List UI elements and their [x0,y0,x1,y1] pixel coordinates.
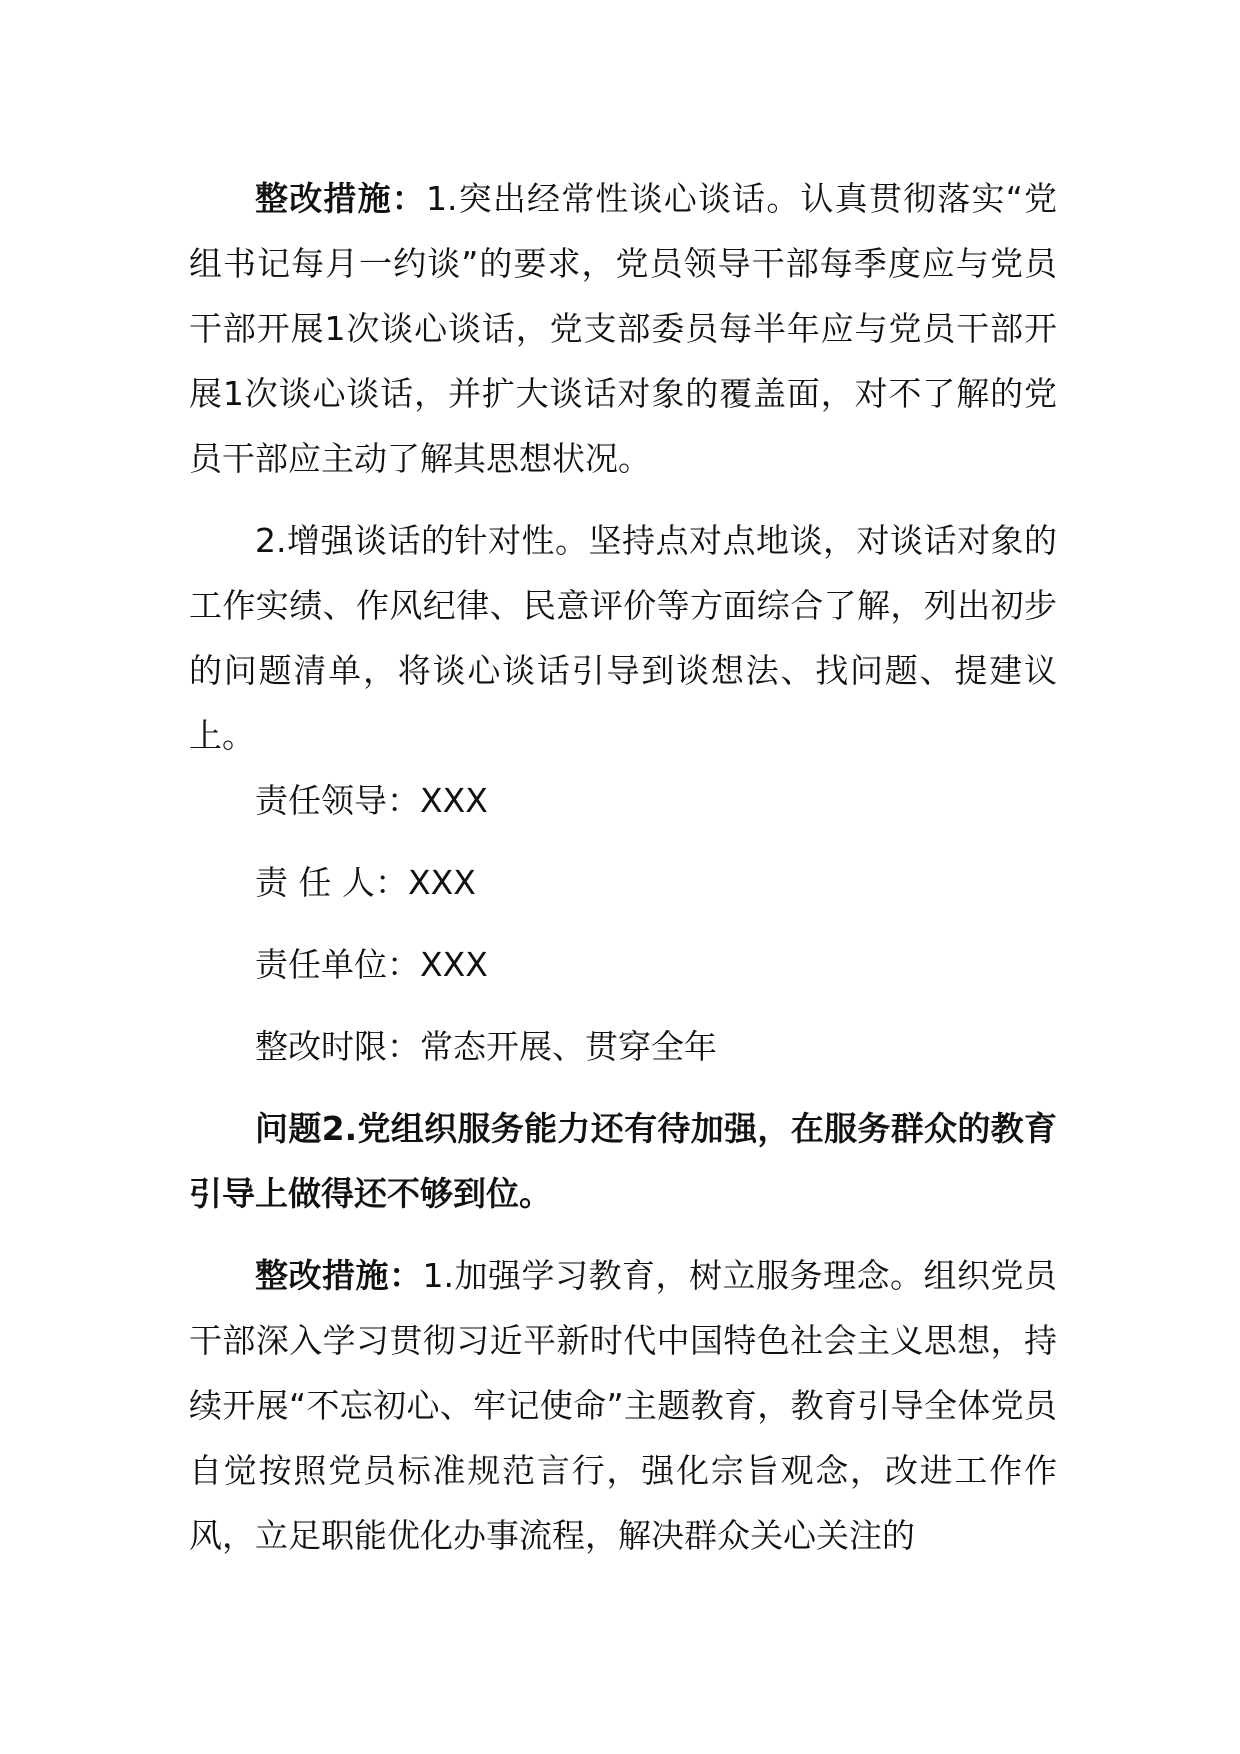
measures-lead-2: 整改措施： [255,1256,423,1295]
measures-text: 1.突出经常性谈心谈话。认真贯彻落实“党组书记每月一约谈”的要求，党员领导干部每季度应与党员干部开展1次谈心谈话，党支部委员每半年应与党员干部开展1次谈心谈话，并扩大谈话对象的覆盖面，对不了解的党员干部应主动了解其思想状况。 [189,179,1057,478]
measures-text-2: 1.加强学习教育，树立服务理念。组织党员干部深入学习贯彻习近平新时代中国特色社会主义思想，持续开展“不忘初心、牢记使命”主题教育，教育引导全体党员自觉按照党员标准规范言行，强化宗旨观念，改进工作作风，立足职能优化办事流程，解决群众关心关注的 [189,1256,1057,1555]
responsible-unit: 责任单位：XXX [255,945,488,984]
problem-2-heading: 问题2.党组织服务能力还有待加强，在服务群众的教育引导上做得还不够到位。 [189,1109,1057,1213]
responsible-person: 责 任 人：XXX [255,863,476,902]
paragraph-measures-3 [189,1243,1057,1568]
rectification-deadline: 整改时限：常态开展、贯穿全年 [255,1027,717,1066]
document-page [189,166,1057,1568]
responsible-leader: 责任领导：XXX [255,781,488,820]
measures-lead: 整改措施： [255,179,426,218]
paragraph-measures-1 [189,166,1057,491]
paragraph-measures-2: 2.增强谈话的针对性。坚持点对点地谈，对谈话对象的工作实绩、作风纪律、民意评价等方面综合了解，列出初步的问题清单，将谈心谈话引导到谈想法、找问题、提建议上。 [189,521,1057,755]
